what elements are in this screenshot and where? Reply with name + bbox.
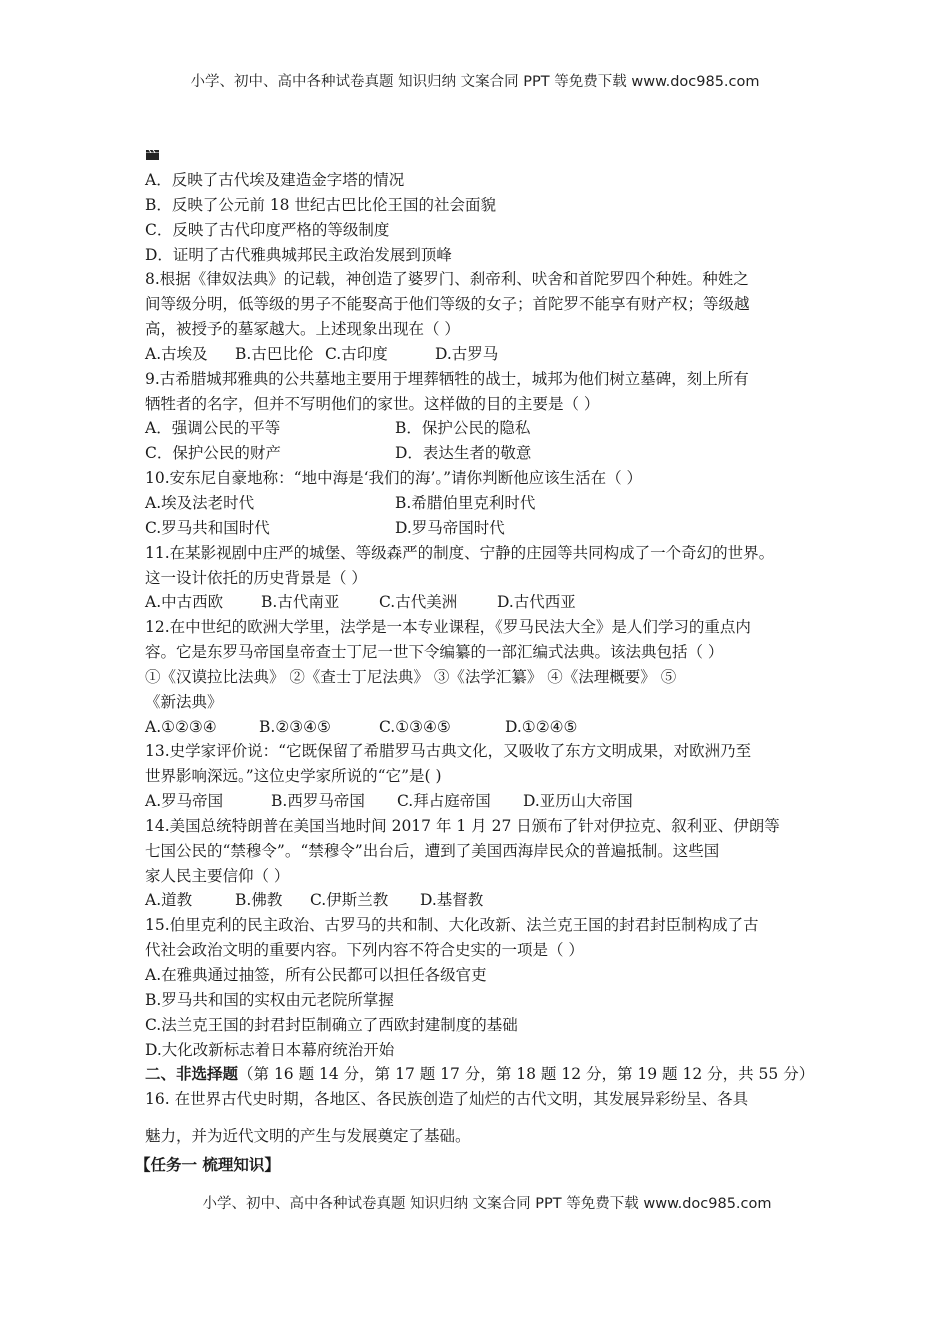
q10-options-row-1: [145, 491, 815, 516]
q12-option-b: B.②③④⑤: [259, 717, 331, 736]
q8-stem-2: 间等级分明，低等级的男子不能娶高于他们等级的女子；首陀罗不能享有财产权；等级越: [145, 295, 750, 314]
q9-option-d: D．表达生者的敬意: [395, 444, 532, 463]
q8-option-b: B.古巴比伦: [235, 344, 314, 363]
q10-options-row-2: [145, 516, 815, 541]
q8-options: [145, 342, 815, 367]
q14-stem-2: 七国公民的“禁穆令”。“禁穆令”出台后，遭到了美国西海岸民众的普遍抵制。这些国: [145, 841, 720, 860]
q10-option-d: D.罗马帝国时代: [395, 518, 505, 537]
q10-option-a: A.埃及法老时代: [145, 493, 255, 512]
q9-option-a: A．强调公民的平等: [145, 419, 281, 438]
q16-stem-1: 16. 在世界古代史时期，各地区、各民族创造了灿烂的古代文明，其发展异彩纷呈、各具: [145, 1090, 749, 1109]
q10-option-b: B.希腊伯里克利时代: [395, 493, 536, 512]
section-2-heading: [145, 1062, 815, 1087]
q11-stem-2: 这一设计依托的历史背景是（ ）: [145, 568, 367, 587]
q12-stem-3: ①《汉谟拉比法典》 ②《查士丁尼法典》 ③《法学汇纂》 ④《法理概要》 ⑤: [145, 667, 677, 686]
q7-option-a: A．反映了古代埃及建造金字塔的情况: [145, 171, 405, 189]
q9-option-c: C．保护公民的财产: [145, 444, 281, 463]
q14-options: [145, 888, 815, 913]
q8-stem-3: 高，被授予的墓冢越大。上述现象出现在（ ）: [145, 320, 460, 339]
q11-options: [145, 590, 815, 615]
q15-stem-2: 代社会政治文明的重要内容。下列内容不符合史实的一项是（ ）: [145, 941, 584, 960]
q15-option-c: C.法兰克王国的封君封臣制确立了西欧封建制度的基础: [145, 1015, 518, 1034]
exam-content: [135, 168, 815, 1178]
q15-stem-1: 15.伯里克利的民主政治、古罗马的共和制、大化改新、法兰克王国的封君封臣制构成了古: [145, 916, 759, 935]
q13-option-a: A.罗马帝国: [145, 792, 224, 811]
q13-stem-2: 世界影响深远。”这位史学家所说的“它”是( ): [145, 767, 442, 786]
q13-option-d: D.亚历山大帝国: [523, 792, 633, 811]
q11-option-d: D.古代西亚: [497, 593, 576, 612]
q14-option-b: B.佛教: [235, 891, 283, 910]
q11-stem-1: 11.在某影视剧中庄严的城堡、等级森严的制度、宁静的庄园等共同构成了一个奇幻的世界。: [145, 543, 775, 562]
q7-option-d: D．证明了古代雅典城邦民主政治发展到顶峰: [145, 245, 452, 264]
q12-option-a: A.①②③④: [145, 717, 217, 736]
q10-option-c: C.罗马共和国时代: [145, 518, 270, 537]
q14-option-c: C.伊斯兰教: [310, 891, 389, 910]
q12-stem-1: 12.在中世纪的欧洲大学里，法学是一本专业课程，《罗马民法大全》是人们学习的重点内: [145, 618, 751, 637]
q12-options: [145, 715, 815, 740]
q9-options-row-1: [145, 416, 815, 441]
page-footer: 小学、初中、高中各种试卷真题 知识归纳 文案合同 PPT 等免费下载 www.doc985.com: [202, 1196, 772, 1212]
q16-stem-2: 魅力，并为近代文明的产生与发展奠定了基础。: [145, 1127, 471, 1146]
q13-option-b: B.西罗马帝国: [271, 792, 365, 811]
page-header: 小学、初中、高中各种试卷真题 知识归纳 文案合同 PPT 等免费下载 www.doc985.com: [190, 74, 760, 90]
q10-stem: 10.安东尼自豪地称：“地中海是‘我们的海’。”请你判断他应该生活在（ ）: [145, 469, 643, 488]
q13-options: [145, 789, 815, 814]
q9-option-b: B．保护公民的隐私: [395, 419, 531, 438]
q12-stem-4: 《新法典》: [145, 692, 223, 711]
q14-option-d: D.基督教: [420, 891, 484, 910]
q8-option-c: C.古印度: [325, 344, 388, 363]
q13-option-c: C.拜占庭帝国: [397, 792, 491, 811]
q12-stem-2: 容。它是东罗马帝国皇帝查士丁尼一世下令编纂的一部汇编式法典。该法典包括（ ）: [145, 643, 724, 662]
q9-stem-1: 9.古希腊城邦雅典的公共墓地主要用于埋葬牺牲的战士，城邦为他们树立墓碑，刻上所有: [145, 369, 749, 388]
section-2-note: （第 16 题 14 分，第 17 题 17 分，第 18 题 12 分，第 19 题 12 分，共 55 分）: [238, 1065, 815, 1084]
q14-stem-1: 14.美国总统特朗普在美国当地时间 2017 年 1 月 27 日颁布了针对伊拉克、叙利亚、伊朗等: [145, 816, 780, 835]
q9-stem-2: 牺牲者的名字，但并不写明他们的家世。这样做的目的主要是（ ）: [145, 394, 600, 413]
q14-stem-3: 家人民主要信仰（ ）: [145, 866, 290, 885]
q12-option-c: C.①③④⑤: [379, 717, 451, 736]
q11-option-c: C.古代美洲: [379, 593, 458, 612]
q12-option-d: D.①②④⑤: [505, 717, 578, 736]
q9-options-row-2: [145, 441, 815, 466]
q15-option-a: A.在雅典通过抽签，所有公民都可以担任各级官吏: [145, 966, 487, 984]
q15-option-b: B.罗马共和国的实权由元老院所掌握: [145, 990, 394, 1009]
q8-stem-1: 8.根据《律奴法典》的记载，神创造了婆罗门、刹帝利、吠舍和首陀罗四个种姓。种姓之: [145, 270, 749, 289]
q7-option-c: C．反映了古代印度严格的等级制度: [145, 220, 390, 239]
q15-option-d: D.大化改新标志着日本幕府统治开始: [145, 1040, 395, 1059]
q13-stem-1: 13.史学家评价说：“它既保留了希腊罗马古典文化，又吸收了东方文明成果，对欧洲乃至: [145, 742, 752, 761]
q11-option-b: B.古代南亚: [261, 593, 340, 612]
q14-option-a: A.道教: [145, 891, 193, 910]
q8-option-a: A.古埃及: [145, 344, 208, 363]
task-1-heading: 【任务一 梳理知识】: [135, 1154, 280, 1174]
q7-option-b: B．反映了公元前 18 世纪古巴比伦王国的社会面貌: [145, 195, 496, 214]
q8-option-d: D.古罗马: [435, 344, 499, 363]
film-clapper-icon: [146, 150, 159, 160]
q11-option-a: A.中古西欧: [145, 593, 224, 612]
section-2-title: 二、非选择题: [145, 1064, 239, 1084]
